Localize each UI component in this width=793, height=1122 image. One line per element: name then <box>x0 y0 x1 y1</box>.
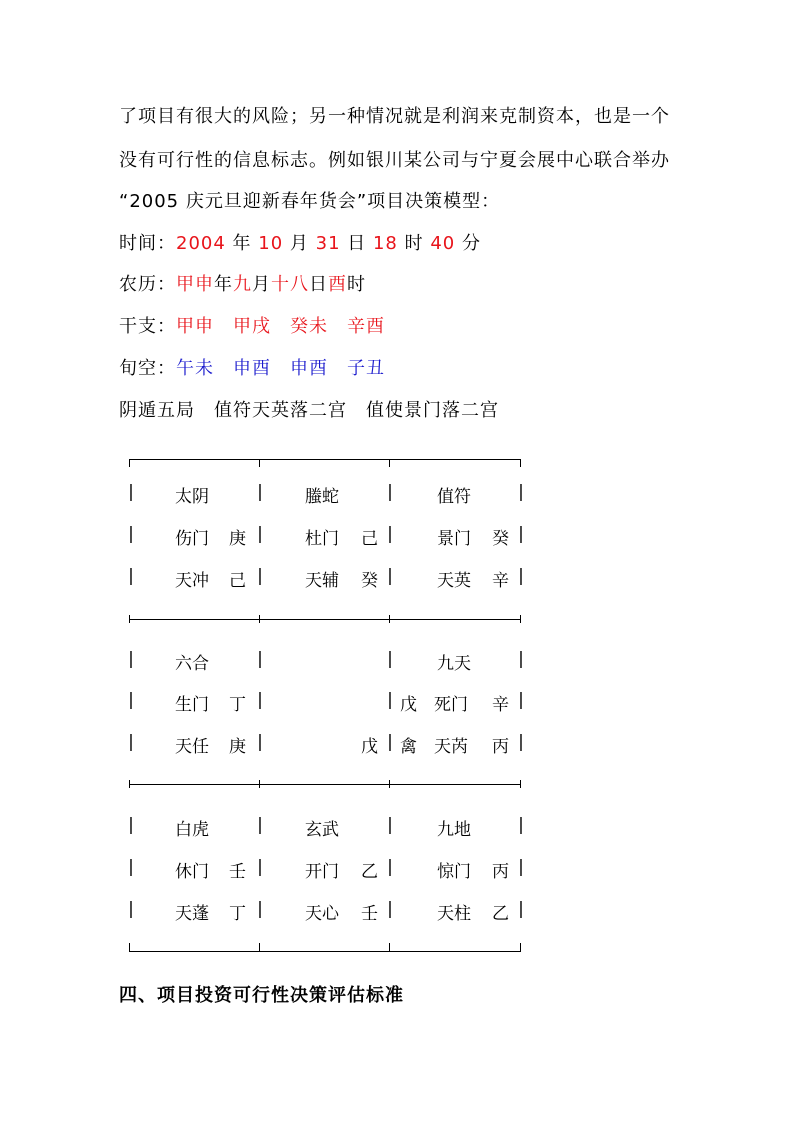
grid-tick <box>520 943 521 951</box>
grid-bar: | <box>387 649 393 669</box>
lunar-month-unit: 月 <box>252 274 271 295</box>
grid-bar: | <box>128 482 134 502</box>
grid-cell-name: 螣蛇 <box>305 487 339 507</box>
grid-cell-name: 天任 <box>175 737 209 757</box>
xunkong-year: 午未 <box>176 358 214 379</box>
grid-cell-stem: 丁 <box>229 904 246 924</box>
grid-tick <box>389 459 390 467</box>
ganzhi-line <box>119 316 385 338</box>
grid-bar: | <box>518 482 524 502</box>
grid-cell-name: 杜门 <box>305 529 339 549</box>
xunkong-label: 旬空： <box>119 358 176 379</box>
time-line <box>119 233 481 255</box>
grid-bar: | <box>387 899 393 919</box>
grid-bar: | <box>518 524 524 544</box>
grid-horizontal-rule <box>129 619 521 620</box>
grid-cell-stem: 乙 <box>361 862 378 882</box>
grid-bar: | <box>257 732 263 752</box>
grid-tick <box>129 780 130 788</box>
grid-cell-name: 六合 <box>175 654 209 674</box>
grid-bar: | <box>518 815 524 835</box>
grid-cell-name: 玄武 <box>305 820 339 840</box>
grid-bar: | <box>387 524 393 544</box>
grid-bar: | <box>518 649 524 669</box>
ju-line: 阴遁五局 值符天英落二宫 值使景门落二宫 <box>119 400 499 421</box>
grid-horizontal-rule <box>129 951 521 952</box>
paragraph-line-2: 没有可行性的信息标志。例如银川某公司与宁夏会展中心联合举办 <box>119 150 670 171</box>
grid-tick <box>259 459 260 467</box>
grid-bar: | <box>387 732 393 752</box>
grid-cell-stem: 丁 <box>229 695 246 715</box>
grid-cell-name: 天辅 <box>305 571 339 591</box>
grid-bar: | <box>518 857 524 877</box>
grid-tick <box>259 943 260 951</box>
grid-cell-name: 九地 <box>437 820 471 840</box>
grid-bar: | <box>257 857 263 877</box>
grid-bar: | <box>257 815 263 835</box>
grid-bar: | <box>387 815 393 835</box>
lunar-year-unit: 年 <box>214 274 233 295</box>
time-month-unit: 月 <box>283 233 316 254</box>
grid-tick <box>129 459 130 467</box>
grid-bar: | <box>128 815 134 835</box>
grid-cell-stem: 庚 <box>229 737 246 757</box>
lunar-label: 农历： <box>119 274 176 295</box>
grid-cell-stem: 癸 <box>492 529 509 549</box>
grid-cell-name: 白虎 <box>175 820 209 840</box>
time-hour: 18 <box>372 233 398 254</box>
ganzhi-label: 干支： <box>119 316 176 337</box>
time-minute: 40 <box>430 233 456 254</box>
grid-bar: | <box>257 649 263 669</box>
grid-bar: | <box>387 482 393 502</box>
grid-cell-name: 天蓬 <box>175 904 209 924</box>
xunkong-hour: 子丑 <box>347 358 385 379</box>
ganzhi-day: 癸未 <box>290 316 328 337</box>
grid-tick <box>129 615 130 623</box>
grid-cell-name: 戊 死门 <box>400 695 468 715</box>
grid-cell-name: 景门 <box>437 529 471 549</box>
grid-cell-name: 生门 <box>175 695 209 715</box>
lunar-month: 九 <box>233 274 252 295</box>
grid-cell-stem: 辛 <box>492 571 509 591</box>
grid-cell-name: 开门 <box>305 862 339 882</box>
grid-bar: | <box>387 690 393 710</box>
grid-bar: | <box>257 690 263 710</box>
time-minute-unit: 分 <box>455 233 481 254</box>
grid-bar: | <box>128 857 134 877</box>
grid-bar: | <box>518 690 524 710</box>
grid-tick <box>259 615 260 623</box>
grid-cell-stem: 癸 <box>361 571 378 591</box>
xunkong-line <box>119 358 385 380</box>
paragraph-line-1: 了项目有很大的风险；另一种情况就是利润来克制资本，也是一个 <box>119 106 670 127</box>
grid-bar: | <box>387 566 393 586</box>
grid-cell-stem: 丙 <box>492 862 509 882</box>
grid-tick <box>520 459 521 467</box>
xunkong-day: 申酉 <box>290 358 328 379</box>
grid-cell-stem: 壬 <box>229 862 246 882</box>
time-month: 10 <box>258 233 284 254</box>
grid-cell-stem: 庚 <box>229 529 246 549</box>
ganzhi-month: 甲戌 <box>233 316 271 337</box>
grid-tick <box>129 943 130 951</box>
grid-cell-stem: 丙 <box>492 737 509 757</box>
grid-cell-stem: 乙 <box>492 904 509 924</box>
grid-bar: | <box>518 732 524 752</box>
grid-cell-stem: 己 <box>229 571 246 591</box>
lunar-day: 十八 <box>271 274 309 295</box>
grid-bar: | <box>128 566 134 586</box>
time-day-unit: 日 <box>340 233 373 254</box>
grid-bar: | <box>128 690 134 710</box>
grid-cell-name: 天柱 <box>437 904 471 924</box>
grid-bar: | <box>257 566 263 586</box>
paragraph-line-3: “2005 庆元旦迎新春年货会”项目决策模型： <box>119 191 501 212</box>
lunar-hour: 酉 <box>328 274 347 295</box>
grid-bar: | <box>257 524 263 544</box>
grid-bar: | <box>257 899 263 919</box>
grid-horizontal-rule <box>129 784 521 785</box>
lunar-day-unit: 日 <box>309 274 328 295</box>
lunar-line <box>119 274 366 296</box>
ganzhi-hour: 辛酉 <box>347 316 385 337</box>
time-hour-unit: 时 <box>397 233 431 254</box>
grid-cell-name: 值符 <box>437 487 471 507</box>
lunar-year: 甲申 <box>176 274 214 295</box>
grid-bar: | <box>128 899 134 919</box>
grid-cell-name: 休门 <box>175 862 209 882</box>
grid-bar: | <box>128 732 134 752</box>
grid-cell-name: 九天 <box>437 654 471 674</box>
lunar-hour-unit: 时 <box>347 274 366 295</box>
grid-cell-name: 天英 <box>437 571 471 591</box>
grid-tick <box>259 780 260 788</box>
time-year-unit: 年 <box>225 233 259 254</box>
time-label: 时间： <box>119 233 176 254</box>
grid-bar: | <box>128 524 134 544</box>
grid-cell-name: 惊门 <box>437 862 471 882</box>
grid-bar: | <box>518 899 524 919</box>
grid-bar: | <box>257 482 263 502</box>
section-heading: 四、项目投资可行性决策评估标准 <box>119 985 404 1006</box>
grid-cell-stem: 己 <box>361 529 378 549</box>
grid-tick <box>389 943 390 951</box>
grid-horizontal-rule <box>129 459 521 460</box>
grid-cell-name: 天心 <box>305 904 339 924</box>
grid-bar: | <box>518 566 524 586</box>
grid-cell-name: 禽 天芮 <box>400 737 468 757</box>
time-year: 2004 <box>176 233 226 254</box>
xunkong-month: 申酉 <box>233 358 271 379</box>
time-day: 31 <box>315 233 341 254</box>
grid-tick <box>520 780 521 788</box>
grid-tick <box>389 615 390 623</box>
grid-tick <box>520 615 521 623</box>
grid-bar: | <box>128 649 134 669</box>
grid-cell-stem: 戊 <box>361 737 378 757</box>
grid-cell-name: 伤门 <box>175 529 209 549</box>
grid-cell-stem: 壬 <box>361 904 378 924</box>
grid-cell-name: 天冲 <box>175 571 209 591</box>
grid-bar: | <box>387 857 393 877</box>
grid-cell-stem: 辛 <box>492 695 509 715</box>
grid-cell-name: 太阴 <box>175 487 209 507</box>
grid-tick <box>389 780 390 788</box>
ganzhi-year: 甲申 <box>176 316 214 337</box>
